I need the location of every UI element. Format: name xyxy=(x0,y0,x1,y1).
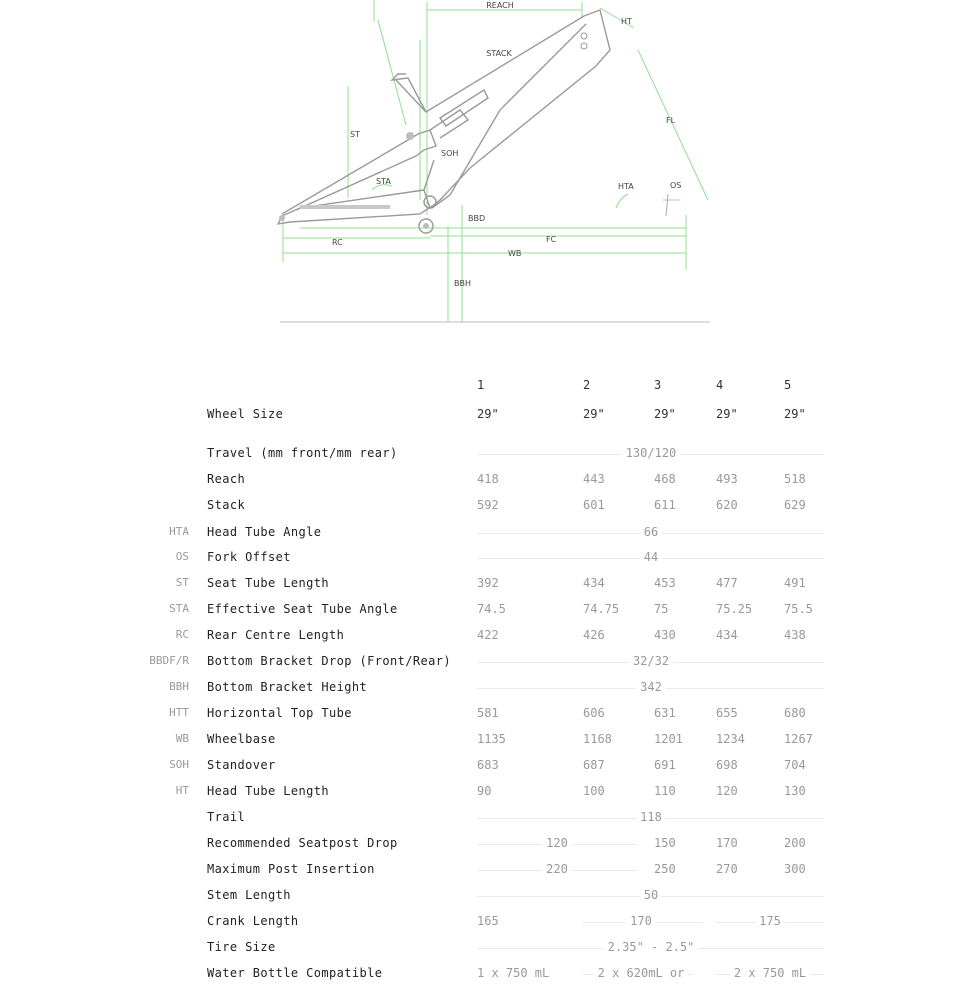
row-label: Stem Length xyxy=(207,888,291,902)
cell: 601 xyxy=(583,498,605,512)
table-row xyxy=(0,754,980,778)
cell: 90 xyxy=(477,784,492,798)
cell: 165 xyxy=(477,914,499,928)
cell: 698 xyxy=(716,758,738,772)
cell: 1234 xyxy=(716,732,745,746)
table-row xyxy=(0,650,980,674)
table-row xyxy=(0,910,980,934)
label-soh: SOH xyxy=(441,149,459,158)
cell: 680 xyxy=(784,706,806,720)
cell: 50 xyxy=(640,888,662,902)
row-label: Trail xyxy=(207,810,246,824)
cell: 120 xyxy=(542,836,572,850)
cell: 2 x 750 mL xyxy=(730,966,810,980)
column-header: 2 xyxy=(583,378,591,392)
cell: 704 xyxy=(784,758,806,772)
cell: 418 xyxy=(477,472,499,486)
label-sta: STA xyxy=(376,177,391,186)
cell: 220 xyxy=(542,862,572,876)
cell: 422 xyxy=(477,628,499,642)
table-row xyxy=(0,858,980,882)
label-hta: HTA xyxy=(618,182,634,191)
label-rc: RC xyxy=(332,238,343,247)
cell: 438 xyxy=(784,628,806,642)
label-bbh: BBH xyxy=(454,279,471,288)
row-label: Reach xyxy=(207,472,246,486)
cell: 32/32 xyxy=(629,654,673,668)
cell: 29" xyxy=(583,407,605,421)
row-label: Wheel Size xyxy=(207,407,284,421)
cell: 66 xyxy=(640,525,662,539)
table-row xyxy=(0,806,980,830)
row-abbreviation: WB xyxy=(175,732,189,745)
column-header: 5 xyxy=(784,378,792,392)
table-row xyxy=(0,598,980,622)
table-row xyxy=(0,546,980,570)
cell: 1168 xyxy=(583,732,612,746)
cell: 2 x 620mL or xyxy=(594,966,689,980)
cell: 655 xyxy=(716,706,738,720)
label-stack: STACK xyxy=(486,49,512,58)
row-label: Rear Centre Length xyxy=(207,628,345,642)
table-row xyxy=(0,494,980,518)
cell: 426 xyxy=(583,628,605,642)
cell: 453 xyxy=(654,576,676,590)
cell: 170 xyxy=(626,914,656,928)
row-label: Effective Seat Tube Angle xyxy=(207,602,398,616)
label-bbd: BBD xyxy=(468,214,486,223)
cell: 620 xyxy=(716,498,738,512)
column-header: 4 xyxy=(716,378,724,392)
row-label: Horizontal Top Tube xyxy=(207,706,352,720)
cell: 75.5 xyxy=(784,602,813,616)
row-label: Seat Tube Length xyxy=(207,576,329,590)
row-label: Fork Offset xyxy=(207,550,291,564)
cell: 130 xyxy=(784,784,806,798)
table-row xyxy=(0,780,980,804)
table-row xyxy=(0,624,980,648)
cell: 75 xyxy=(654,602,669,616)
cell: 74.75 xyxy=(583,602,620,616)
cell: 581 xyxy=(477,706,499,720)
row-abbreviation: HT xyxy=(175,784,189,797)
row-label: Travel (mm front/mm rear) xyxy=(207,446,398,460)
cell: 44 xyxy=(640,550,662,564)
row-abbreviation: RC xyxy=(175,628,189,641)
cell: 1201 xyxy=(654,732,683,746)
table-row xyxy=(0,676,980,700)
cell: 434 xyxy=(716,628,738,642)
cell: 434 xyxy=(583,576,605,590)
row-label: Bottom Bracket Height xyxy=(207,680,368,694)
table-row xyxy=(0,521,980,545)
row-abbreviation: OS xyxy=(175,550,189,563)
row-label: Crank Length xyxy=(207,914,299,928)
cell: 518 xyxy=(784,472,806,486)
table-row xyxy=(0,884,980,908)
row-abbreviation: HTT xyxy=(169,706,189,719)
cell: 120 xyxy=(716,784,738,798)
cell: 75.25 xyxy=(716,602,753,616)
row-label: Recommended Seatpost Drop xyxy=(207,836,398,850)
row-label: Bottom Bracket Drop (Front/Rear) xyxy=(207,654,451,668)
cell: 74.5 xyxy=(477,602,506,616)
row-label: Maximum Post Insertion xyxy=(207,862,375,876)
cell: 175 xyxy=(755,914,785,928)
label-fl: FL xyxy=(666,116,676,125)
row-abbreviation: BBDF/R xyxy=(149,654,189,667)
table-row xyxy=(0,936,980,960)
table-row xyxy=(0,572,980,596)
cell: 491 xyxy=(784,576,806,590)
cell: 300 xyxy=(784,862,806,876)
cell: 110 xyxy=(654,784,676,798)
cell: 606 xyxy=(583,706,605,720)
cell: 1267 xyxy=(784,732,813,746)
table-row xyxy=(0,702,980,726)
cell: 118 xyxy=(636,810,666,824)
cell: 200 xyxy=(784,836,806,850)
table-row xyxy=(0,832,980,856)
row-abbreviation: HTA xyxy=(169,525,189,538)
column-header: 1 xyxy=(477,378,485,392)
cell: 691 xyxy=(654,758,676,772)
row-label: Stack xyxy=(207,498,246,512)
table-row xyxy=(0,468,980,492)
cell: 29" xyxy=(477,407,499,421)
row-abbreviation: BBH xyxy=(169,680,189,693)
table-row xyxy=(0,728,980,752)
cell: 29" xyxy=(654,407,676,421)
cell: 170 xyxy=(716,836,738,850)
cell: 29" xyxy=(784,407,806,421)
table-row xyxy=(0,442,980,466)
cell: 130/120 xyxy=(622,446,681,460)
row-label: Standover xyxy=(207,758,276,772)
cell: 493 xyxy=(716,472,738,486)
cell: 443 xyxy=(583,472,605,486)
label-reach: REACH xyxy=(486,1,514,10)
label-fc: FC xyxy=(546,235,557,244)
cell: 2.35" - 2.5" xyxy=(604,940,699,954)
cell: 687 xyxy=(583,758,605,772)
cell: 468 xyxy=(654,472,676,486)
cell: 611 xyxy=(654,498,676,512)
cell: 342 xyxy=(636,680,666,694)
row-abbreviation: ST xyxy=(175,576,189,589)
label-wb: WB xyxy=(508,249,522,258)
cell: 29" xyxy=(716,407,738,421)
bike-frame xyxy=(278,10,610,224)
table-row xyxy=(0,962,980,986)
cell: 392 xyxy=(477,576,499,590)
row-label: Head Tube Angle xyxy=(207,525,322,539)
label-ht: HT xyxy=(621,17,632,26)
cell: 100 xyxy=(583,784,605,798)
label-st: ST xyxy=(350,130,360,139)
row-label: Wheelbase xyxy=(207,732,276,746)
row-label: Water Bottle Compatible xyxy=(207,966,383,980)
frame-details xyxy=(279,33,587,233)
label-os: OS xyxy=(670,181,682,190)
cell: 631 xyxy=(654,706,676,720)
row-label: Tire Size xyxy=(207,940,276,954)
cell: 1 x 750 mL xyxy=(477,966,550,980)
cell: 683 xyxy=(477,758,499,772)
cell: 250 xyxy=(654,862,676,876)
cell: 629 xyxy=(784,498,806,512)
geometry-diagram xyxy=(0,0,980,340)
cell: 430 xyxy=(654,628,676,642)
cell: 1135 xyxy=(477,732,506,746)
cell: 592 xyxy=(477,498,499,512)
column-header: 3 xyxy=(654,378,662,392)
row-abbreviation: SOH xyxy=(169,758,189,771)
cell: 150 xyxy=(654,836,676,850)
table-row xyxy=(0,403,980,427)
cell: 477 xyxy=(716,576,738,590)
row-abbreviation: STA xyxy=(169,602,189,615)
cell: 270 xyxy=(716,862,738,876)
row-label: Head Tube Length xyxy=(207,784,329,798)
